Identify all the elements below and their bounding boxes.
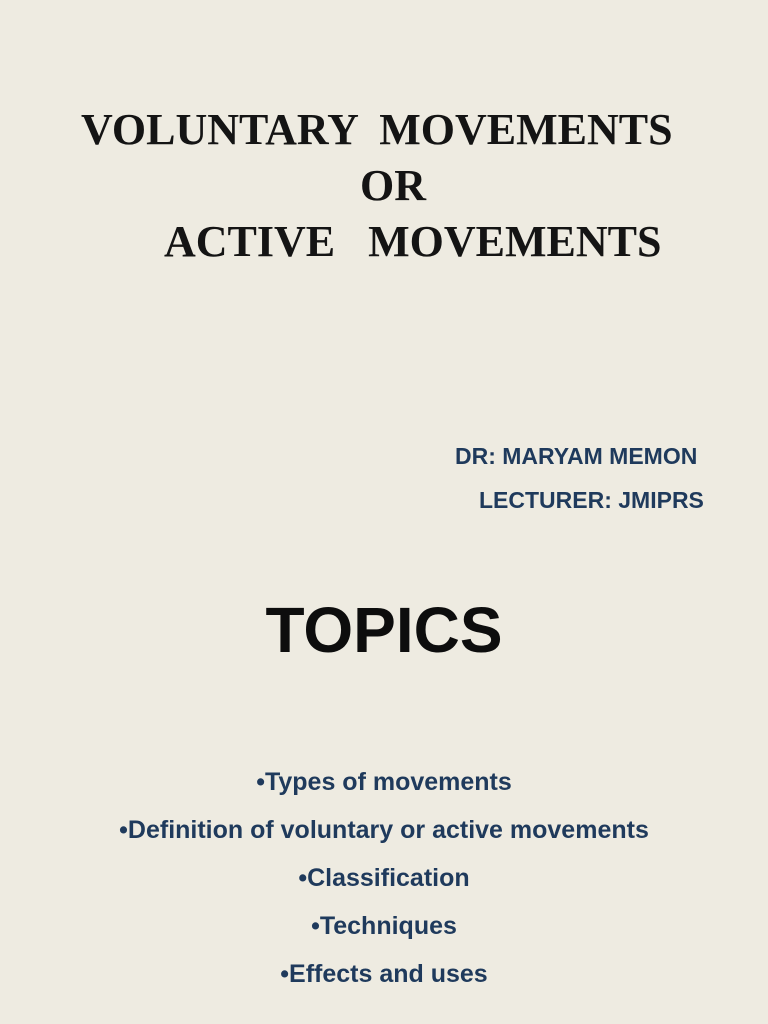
topic-item-types: •Types of movements	[256, 768, 512, 796]
author-role: LECTURER: JMIPRS	[479, 487, 704, 513]
topic-item-effects: •Effects and uses	[280, 960, 488, 988]
topics-heading: TOPICS	[265, 594, 503, 666]
topic-item-techniques: •Techniques	[311, 912, 457, 940]
topics-list	[0, 763, 768, 1003]
topic-item-classification: •Classification	[298, 864, 470, 892]
author-name: DR: MARYAM MEMON	[455, 443, 698, 469]
title-line-1: VOLUNTARY MOVEMENTS	[81, 105, 673, 154]
topic-item-definition: •Definition of voluntary or active movements	[119, 816, 649, 844]
title-line-3: ACTIVE MOVEMENTS	[164, 217, 662, 266]
title-line-2: OR	[360, 161, 426, 210]
